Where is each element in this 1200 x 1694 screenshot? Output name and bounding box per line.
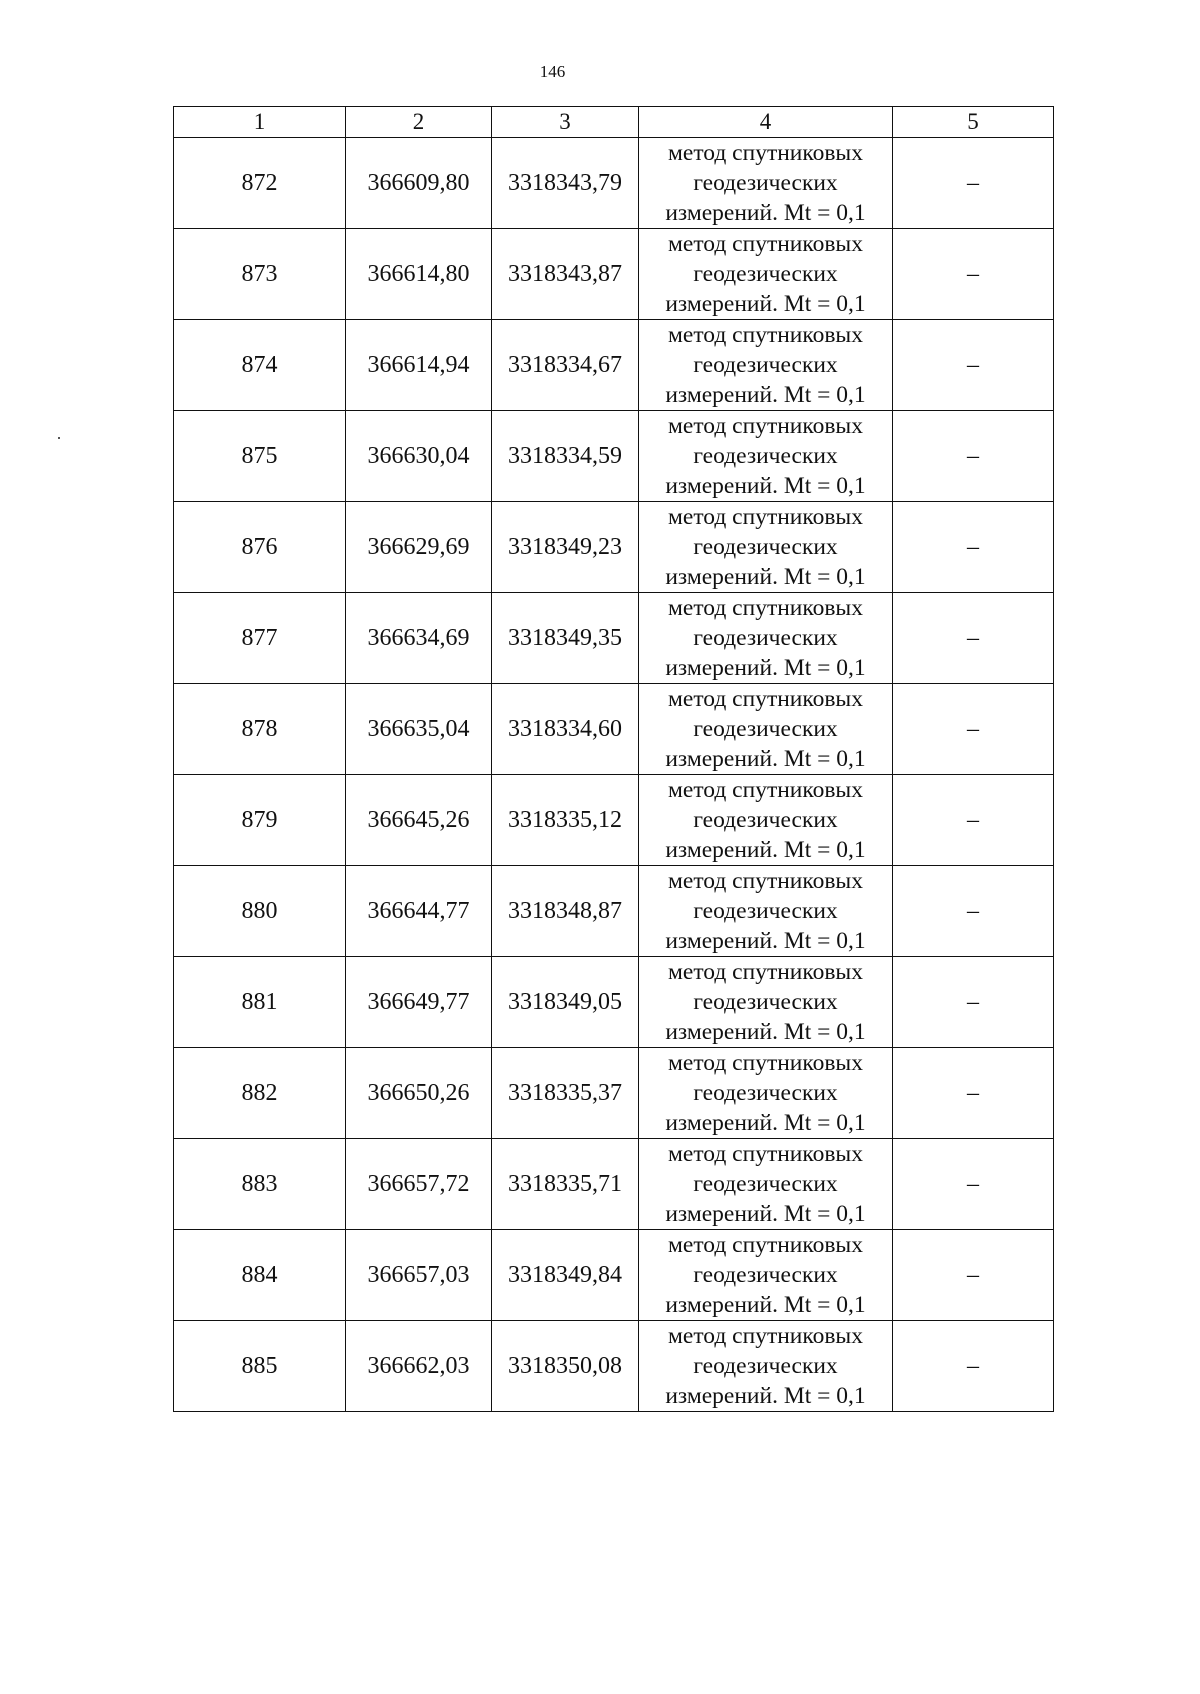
point-number-cell: 882 bbox=[174, 1048, 346, 1139]
y-coordinate-cell: 3318349,35 bbox=[492, 593, 639, 684]
method-cell: метод спутниковых геодезических измерений. Mt = 0,1 bbox=[639, 1048, 893, 1139]
method-cell: метод спутниковых геодезических измерений. Mt = 0,1 bbox=[639, 593, 893, 684]
y-coordinate-cell: 3318334,60 bbox=[492, 684, 639, 775]
x-coordinate-cell: 366629,69 bbox=[346, 502, 492, 593]
table-row bbox=[174, 502, 1054, 593]
method-cell: метод спутниковых геодезических измерений. Mt = 0,1 bbox=[639, 1230, 893, 1321]
x-coordinate-cell: 366634,69 bbox=[346, 593, 492, 684]
point-number-cell: 878 bbox=[174, 684, 346, 775]
note-cell: – bbox=[893, 1321, 1054, 1412]
method-cell: метод спутниковых геодезических измерений. Mt = 0,1 bbox=[639, 138, 893, 229]
x-coordinate-cell: 366630,04 bbox=[346, 411, 492, 502]
method-cell: метод спутниковых геодезических измерений. Mt = 0,1 bbox=[639, 411, 893, 502]
method-cell: метод спутниковых геодезических измерений. Mt = 0,1 bbox=[639, 775, 893, 866]
table-row bbox=[174, 1048, 1054, 1139]
point-number-cell: 876 bbox=[174, 502, 346, 593]
table-row bbox=[174, 138, 1054, 229]
y-coordinate-cell: 3318343,87 bbox=[492, 229, 639, 320]
y-coordinate-cell: 3318335,71 bbox=[492, 1139, 639, 1230]
table-row bbox=[174, 1321, 1054, 1412]
table-row bbox=[174, 1230, 1054, 1321]
method-cell: метод спутниковых геодезических измерений. Mt = 0,1 bbox=[639, 320, 893, 411]
x-coordinate-cell: 366614,80 bbox=[346, 229, 492, 320]
point-number-cell: 884 bbox=[174, 1230, 346, 1321]
point-number-cell: 874 bbox=[174, 320, 346, 411]
y-coordinate-cell: 3318349,05 bbox=[492, 957, 639, 1048]
note-cell: – bbox=[893, 320, 1054, 411]
x-coordinate-cell: 366657,72 bbox=[346, 1139, 492, 1230]
note-cell: – bbox=[893, 138, 1054, 229]
note-cell: – bbox=[893, 684, 1054, 775]
x-coordinate-cell: 366635,04 bbox=[346, 684, 492, 775]
method-cell: метод спутниковых геодезических измерений. Mt = 0,1 bbox=[639, 502, 893, 593]
note-cell: – bbox=[893, 411, 1054, 502]
point-number-cell: 881 bbox=[174, 957, 346, 1048]
column-header-3: 3 bbox=[492, 107, 639, 138]
coordinates-table bbox=[173, 106, 1054, 1412]
point-number-cell: 880 bbox=[174, 866, 346, 957]
method-cell: метод спутниковых геодезических измерений. Mt = 0,1 bbox=[639, 684, 893, 775]
x-coordinate-cell: 366614,94 bbox=[346, 320, 492, 411]
method-cell: метод спутниковых геодезических измерений. Mt = 0,1 bbox=[639, 1321, 893, 1412]
note-cell: – bbox=[893, 866, 1054, 957]
scan-speck bbox=[58, 437, 60, 439]
y-coordinate-cell: 3318348,87 bbox=[492, 866, 639, 957]
table-header bbox=[174, 107, 1054, 138]
table-row bbox=[174, 411, 1054, 502]
point-number-cell: 873 bbox=[174, 229, 346, 320]
column-header-5: 5 bbox=[893, 107, 1054, 138]
column-header-4: 4 bbox=[639, 107, 893, 138]
table-row bbox=[174, 866, 1054, 957]
method-cell: метод спутниковых геодезических измерений. Mt = 0,1 bbox=[639, 229, 893, 320]
y-coordinate-cell: 3318350,08 bbox=[492, 1321, 639, 1412]
page-number: 146 bbox=[539, 62, 566, 81]
method-cell: метод спутниковых геодезических измерений. Mt = 0,1 bbox=[639, 957, 893, 1048]
x-coordinate-cell: 366650,26 bbox=[346, 1048, 492, 1139]
method-cell: метод спутниковых геодезических измерений. Mt = 0,1 bbox=[639, 1139, 893, 1230]
header-row bbox=[174, 107, 1054, 138]
table-row bbox=[174, 957, 1054, 1048]
y-coordinate-cell: 3318343,79 bbox=[492, 138, 639, 229]
point-number-cell: 872 bbox=[174, 138, 346, 229]
y-coordinate-cell: 3318335,37 bbox=[492, 1048, 639, 1139]
point-number-cell: 875 bbox=[174, 411, 346, 502]
x-coordinate-cell: 366609,80 bbox=[346, 138, 492, 229]
point-number-cell: 885 bbox=[174, 1321, 346, 1412]
y-coordinate-cell: 3318349,23 bbox=[492, 502, 639, 593]
table-row bbox=[174, 320, 1054, 411]
y-coordinate-cell: 3318334,59 bbox=[492, 411, 639, 502]
note-cell: – bbox=[893, 502, 1054, 593]
note-cell: – bbox=[893, 1048, 1054, 1139]
point-number-cell: 883 bbox=[174, 1139, 346, 1230]
table-row bbox=[174, 229, 1054, 320]
method-cell: метод спутниковых геодезических измерений. Mt = 0,1 bbox=[639, 866, 893, 957]
y-coordinate-cell: 3318335,12 bbox=[492, 775, 639, 866]
note-cell: – bbox=[893, 775, 1054, 866]
note-cell: – bbox=[893, 957, 1054, 1048]
table-row bbox=[174, 1139, 1054, 1230]
note-cell: – bbox=[893, 1139, 1054, 1230]
x-coordinate-cell: 366657,03 bbox=[346, 1230, 492, 1321]
x-coordinate-cell: 366662,03 bbox=[346, 1321, 492, 1412]
y-coordinate-cell: 3318349,84 bbox=[492, 1230, 639, 1321]
note-cell: – bbox=[893, 229, 1054, 320]
note-cell: – bbox=[893, 593, 1054, 684]
note-cell: – bbox=[893, 1230, 1054, 1321]
table-row bbox=[174, 593, 1054, 684]
table-row bbox=[174, 775, 1054, 866]
x-coordinate-cell: 366645,26 bbox=[346, 775, 492, 866]
column-header-2: 2 bbox=[346, 107, 492, 138]
y-coordinate-cell: 3318334,67 bbox=[492, 320, 639, 411]
point-number-cell: 877 bbox=[174, 593, 346, 684]
point-number-cell: 879 bbox=[174, 775, 346, 866]
table-body bbox=[174, 138, 1054, 1412]
column-header-1: 1 bbox=[174, 107, 346, 138]
x-coordinate-cell: 366644,77 bbox=[346, 866, 492, 957]
table-row bbox=[174, 684, 1054, 775]
x-coordinate-cell: 366649,77 bbox=[346, 957, 492, 1048]
